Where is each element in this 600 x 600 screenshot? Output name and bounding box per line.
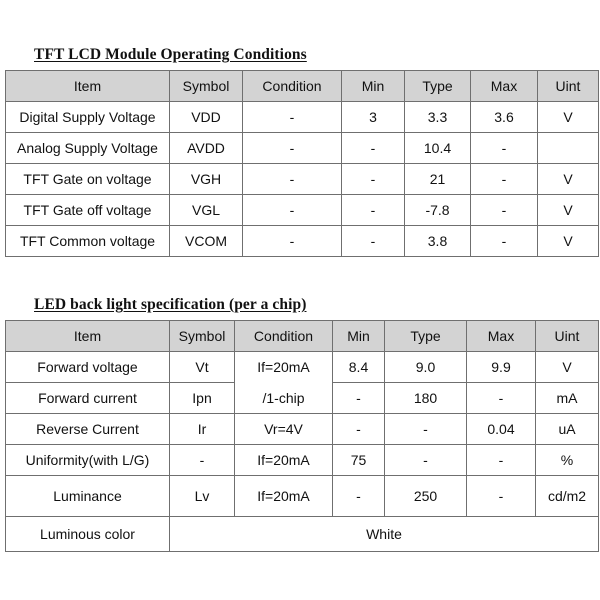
- cell-min: 75: [333, 445, 385, 476]
- header-type: Type: [405, 71, 471, 102]
- header-min: Min: [342, 71, 405, 102]
- cell-type: 3.8: [405, 226, 471, 257]
- table-row: [6, 195, 599, 226]
- cell-max: -: [467, 383, 536, 414]
- header-item: Item: [6, 321, 170, 352]
- table-row: [6, 102, 599, 133]
- cell-type: -: [385, 414, 467, 445]
- cell-condition: Vr=4V: [235, 414, 333, 445]
- cell-item: Luminance: [6, 476, 170, 517]
- table-row: [6, 133, 599, 164]
- cell-min: -: [333, 476, 385, 517]
- header-item: Item: [6, 71, 170, 102]
- cell-condition: -: [243, 195, 342, 226]
- cell-item: Analog Supply Voltage: [6, 133, 170, 164]
- header-max: Max: [467, 321, 536, 352]
- cell-symbol: VDD: [170, 102, 243, 133]
- cell-unit: V: [538, 226, 599, 257]
- cell-condition: /1-chip: [235, 383, 333, 414]
- header-min: Min: [333, 321, 385, 352]
- cell-min: 8.4: [333, 352, 385, 383]
- cell-unit: [538, 133, 599, 164]
- table-row: [6, 445, 599, 476]
- cell-item: Forward voltage: [6, 352, 170, 383]
- cell-max: -: [471, 133, 538, 164]
- cell-unit: mA: [536, 383, 599, 414]
- cell-symbol: VGL: [170, 195, 243, 226]
- cell-symbol: -: [170, 445, 235, 476]
- cell-item: Luminous color: [6, 517, 170, 552]
- cell-unit: V: [538, 102, 599, 133]
- header-symbol: Symbol: [170, 71, 243, 102]
- cell-item: Reverse Current: [6, 414, 170, 445]
- table-row: [6, 414, 599, 445]
- header-unit: Uint: [536, 321, 599, 352]
- led-backlight-title: LED back light specification (per a chip): [34, 296, 307, 313]
- cell-unit: V: [538, 195, 599, 226]
- header-condition: Condition: [235, 321, 333, 352]
- cell-type: -: [385, 445, 467, 476]
- cell-symbol: Vt: [170, 352, 235, 383]
- table-header-row: [6, 321, 599, 352]
- cell-condition: -: [243, 102, 342, 133]
- cell-min: 3: [342, 102, 405, 133]
- tft-conditions-title: TFT LCD Module Operating Conditions: [34, 46, 307, 63]
- cell-min: -: [342, 133, 405, 164]
- cell-unit: V: [536, 352, 599, 383]
- cell-max: 3.6: [471, 102, 538, 133]
- cell-symbol: VCOM: [170, 226, 243, 257]
- header-max: Max: [471, 71, 538, 102]
- cell-type: 180: [385, 383, 467, 414]
- cell-unit: %: [536, 445, 599, 476]
- cell-min: -: [333, 383, 385, 414]
- cell-symbol: VGH: [170, 164, 243, 195]
- cell-max: -: [471, 164, 538, 195]
- cell-type: 10.4: [405, 133, 471, 164]
- cell-max: 0.04: [467, 414, 536, 445]
- cell-type: -7.8: [405, 195, 471, 226]
- cell-max: 9.9: [467, 352, 536, 383]
- cell-item: TFT Gate on voltage: [6, 164, 170, 195]
- cell-condition: -: [243, 164, 342, 195]
- cell-condition: If=20mA: [235, 445, 333, 476]
- cell-max: -: [471, 226, 538, 257]
- table-row: [6, 352, 599, 383]
- cell-unit: cd/m2: [536, 476, 599, 517]
- table-row: [6, 383, 599, 414]
- tft-conditions-table: [5, 70, 599, 257]
- cell-min: -: [342, 195, 405, 226]
- cell-item: Uniformity(with L/G): [6, 445, 170, 476]
- cell-condition: -: [243, 226, 342, 257]
- cell-condition: If=20mA: [235, 352, 333, 383]
- cell-symbol: Ir: [170, 414, 235, 445]
- cell-symbol: Ipn: [170, 383, 235, 414]
- table-row: [6, 226, 599, 257]
- cell-condition: -: [243, 133, 342, 164]
- header-symbol: Symbol: [170, 321, 235, 352]
- table-header-row: [6, 71, 599, 102]
- cell-min: -: [342, 226, 405, 257]
- header-type: Type: [385, 321, 467, 352]
- luminous-color-value: White: [170, 517, 599, 552]
- cell-max: -: [471, 195, 538, 226]
- cell-type: 250: [385, 476, 467, 517]
- cell-min: -: [333, 414, 385, 445]
- cell-symbol: Lv: [170, 476, 235, 517]
- cell-item: Digital Supply Voltage: [6, 102, 170, 133]
- table-row: [6, 476, 599, 517]
- cell-max: -: [467, 476, 536, 517]
- led-backlight-table: [5, 320, 599, 552]
- cell-type: 21: [405, 164, 471, 195]
- cell-item: Forward current: [6, 383, 170, 414]
- header-condition: Condition: [243, 71, 342, 102]
- cell-condition: If=20mA: [235, 476, 333, 517]
- cell-item: TFT Common voltage: [6, 226, 170, 257]
- table-row: [6, 164, 599, 195]
- cell-type: 9.0: [385, 352, 467, 383]
- cell-min: -: [342, 164, 405, 195]
- cell-unit: uA: [536, 414, 599, 445]
- table-row: [6, 517, 599, 552]
- cell-unit: V: [538, 164, 599, 195]
- cell-symbol: AVDD: [170, 133, 243, 164]
- cell-type: 3.3: [405, 102, 471, 133]
- cell-item: TFT Gate off voltage: [6, 195, 170, 226]
- header-unit: Uint: [538, 71, 599, 102]
- cell-max: -: [467, 445, 536, 476]
